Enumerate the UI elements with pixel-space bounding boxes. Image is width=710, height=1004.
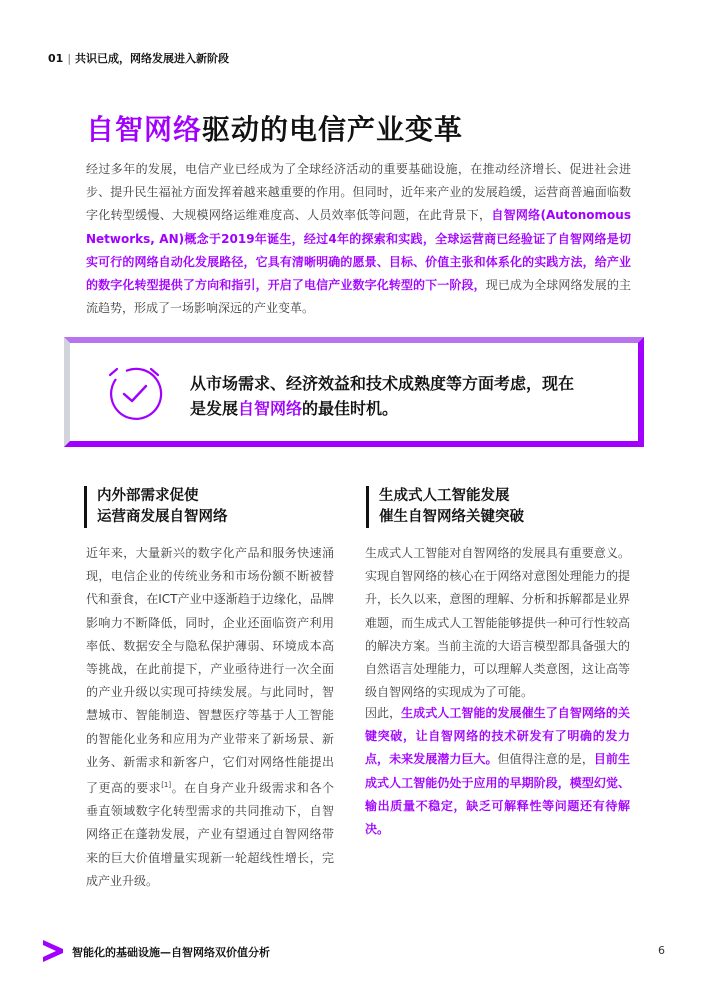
- intro-text-2: 现已成为全球网络发展的主流趋势，形成了一场影响深远的产业变革。: [86, 278, 631, 316]
- left-column-text: [86, 542, 334, 893]
- right-heading-line-1: 生成式人工智能发展: [379, 488, 510, 504]
- right-text2-c: 但值得注意的是，: [497, 752, 594, 767]
- left-column-heading: [84, 486, 228, 528]
- left-heading-line-1: 内外部需求促使: [97, 488, 199, 504]
- footer-title: 智能化的基础设施—自智网络双价值分析: [72, 946, 270, 959]
- left-text-b: 。在自身产业升级需求和各个垂直领域数字化转型需求的共同推动下，自智网络正在蓬勃发展，产业有望通过自智网络带来的巨大价值增量实现新一轮超线性增长，完成产业升级。: [86, 781, 334, 888]
- right-column-text-2: [365, 702, 630, 841]
- page-title: [86, 108, 463, 148]
- right-text2-emphasis-1: 生成式人工智能的发展催生了自智网络的关键突破，让自智网络的技术研发有了明确的发力点，未来发展潜力巨大。: [365, 706, 630, 767]
- intro-text-1: 经过多年的发展，电信产业已经成为了全球经济活动的重要基础设施，在推动经济增长、促进社会进步、提升民生福祉方面发挥着越来越重要的作用。但同时，近年来产业的发展趋缓，运营商普遍面临数字化转型缓慢、大规模网络运维难度高、人员效率低等问题，在此背景下，: [86, 162, 631, 223]
- reference-marker[interactable]: [1]: [161, 781, 172, 790]
- title-rest: 驱动的电信产业变革: [202, 113, 464, 146]
- callout-line-2-post: 的最佳时机。: [302, 399, 399, 418]
- chevron-logo-icon: [43, 940, 63, 962]
- right-column-heading: [366, 486, 524, 528]
- section-header: [48, 50, 229, 66]
- callout-line-1: 从市场需求、经济效益和技术成熟度等方面考虑，现在: [190, 374, 575, 393]
- right-text2-a: 因此，: [365, 706, 402, 720]
- page-number: 6: [658, 944, 665, 957]
- section-number: 01: [48, 52, 64, 65]
- title-highlight: 自智网络: [86, 113, 203, 146]
- intro-paragraph: [86, 158, 631, 320]
- right-heading-line-2: 催生自智网络关键突破: [379, 509, 524, 525]
- intro-emphasis: 自智网络(Autonomous Networks, AN)概念于2019年诞生，经过4年的探索和实践，全球运营商已经验证了自智网络是切实可行的网络自动化发展路径，它具有清晰明确的愿景、目标、价值主张和体系化的实践方法，给产业的数字化转型提供了方向和指引，开启了电信产业数字化转型的下一阶段，: [86, 208, 631, 293]
- right-text2-emphasis-2: 目前生成式人工智能仍处于应用的早期阶段，模型幻觉、输出质量不稳定，缺乏可解释性等问题还有待解决。: [365, 752, 630, 837]
- clock-icon: [102, 361, 166, 425]
- header-separator: |: [67, 52, 72, 65]
- right-column-text-1: 生成式人工智能对自智网络的发展具有重要意义。实现自智网络的核心在于网络对意图处理能力的提升，长久以来，意图的理解、分析和拆解都是业界难题，而生成式人工智能能够提供一种可行性较高的解决方案。当前主流的大语言模型都具备强大的自然语言处理能力，可以理解人类意图，这让高等级自智网络的实现成为了可能。: [365, 546, 630, 700]
- callout-highlight: 自智网络: [238, 399, 303, 418]
- callout-box: [64, 337, 644, 447]
- left-text-a: 近年来，大量新兴的数字化产品和服务快速涌现，电信企业的传统业务和市场份额不断被替代和蚕食，在ICT产业中逐渐趋于边缘化，品牌影响力不断降低，同时，企业还面临资产利用率低、数据安全与隐私保护薄弱、环境成本高等挑战，在此前提下，产业亟待进行一次全面的产业升级以实现可持续发展。与此同时，智慧城市、智能制造、智慧医疗等基于人工智能的智能化业务和应用为产业带来了新场景、新业务、新需求和新客户，它们对网络性能提出了更高的要求: [86, 546, 334, 796]
- left-heading-line-2: 运营商发展自智网络: [97, 509, 228, 525]
- section-title: 共识已成，网络发展进入新阶段: [75, 52, 230, 65]
- callout-line-2-pre: 是发展: [190, 399, 239, 418]
- callout-text: [190, 371, 574, 421]
